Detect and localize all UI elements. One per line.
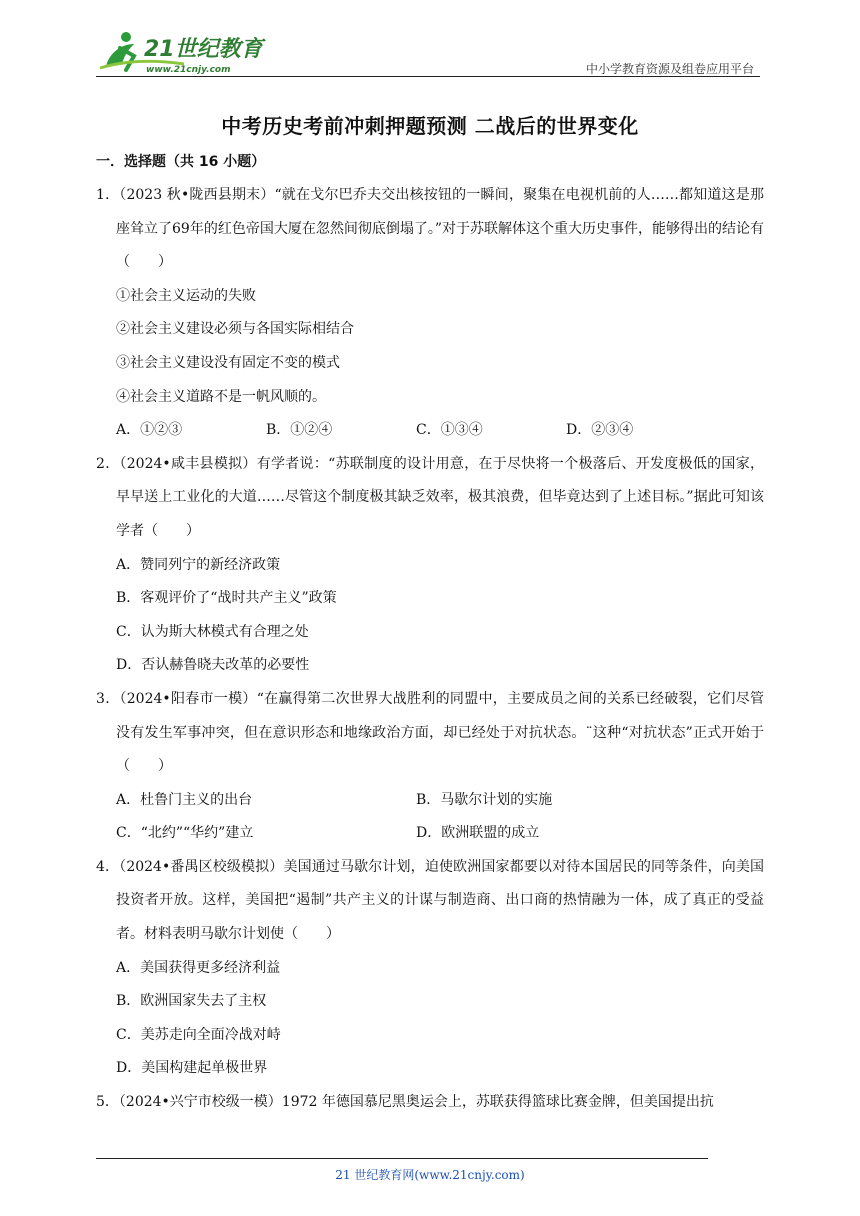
header-rule [96, 76, 760, 77]
option-c[interactable]: C．美苏走向全面冷战对峙 [116, 1026, 281, 1043]
option-d[interactable]: D．欧洲联盟的成立 [416, 825, 540, 842]
question-1 [96, 179, 764, 448]
21cnjy-logo-icon [96, 30, 266, 76]
question-5 [96, 1086, 764, 1120]
option-c[interactable]: C．认为斯大林模式有合理之处 [116, 623, 309, 640]
option-row [96, 817, 764, 851]
page-header [96, 30, 760, 78]
option-b[interactable]: B．马歇尔计划的实施 [416, 791, 553, 808]
option-b[interactable]: B．欧洲国家失去了主权 [116, 993, 267, 1010]
question-stem: 3．（2024•阳春市一模）“在赢得第二次世界大战胜利的同盟中，主要成员之间的关系已经破裂，它们尽管没有发生军事冲突，但在意识形态和地缘政治方面，却已经处于对抗状态。¨这种“对抗状态”正式开始于（ ） [96, 690, 764, 775]
question-4 [96, 851, 764, 1086]
section-heading: 一．选择题（共 16 小题） [96, 154, 266, 170]
option-d[interactable]: D．美国构建起单极世界 [116, 1060, 268, 1077]
option-a[interactable]: A．①②③ [116, 422, 183, 439]
option-a[interactable]: A．美国获得更多经济利益 [116, 959, 281, 976]
option-b[interactable]: B．客观评价了“战时共产主义”政策 [116, 590, 337, 607]
option-c[interactable]: C．①③④ [416, 422, 483, 439]
statement-item: ①社会主义运动的失败 [116, 287, 256, 304]
question-stem: 4．（2024•番禺区校级模拟）美国通过马歇尔计划，迫使欧洲国家都要以对待本国居民的同等条件，向美国投资者开放。这样，美国把“遏制”共产主义的计谋与制造商、出口商的热情融为一体，成了真正的受益者。材料表明马歇尔计划使（ ） [96, 858, 764, 943]
option-d[interactable]: D．否认赫鲁晓夫改革的必要性 [116, 657, 310, 674]
option-d[interactable]: D．②③④ [566, 422, 634, 439]
option-a[interactable]: A．杜鲁门主义的出台 [116, 791, 253, 808]
option-b[interactable]: B．①②④ [266, 422, 333, 439]
question-stem: 5．（2024•兴宁市校级一模）1972 年德国慕尼黑奥运会上，苏联获得篮球比赛金牌，但美国提出抗 [96, 1094, 714, 1111]
page-title: 中考历史考前冲刺押题预测 二战后的世界变化 [221, 114, 639, 138]
question-list [96, 179, 764, 1120]
option-row [96, 414, 764, 448]
statement-item: ②社会主义建设必须与各国实际相结合 [116, 321, 354, 338]
question-2 [96, 448, 764, 683]
question-stem: 2．（2024•咸丰县模拟）有学者说：“苏联制度的设计用意，在于尽快将一个极落后、开发度极低的国家，早早送上工业化的大道……尽管这个制度极其缺乏效率，极其浪费，但毕竟达到了上述目标。”据此可知该学者（ ） [96, 455, 764, 539]
svg-text:21世纪教育: 21世纪教育 [144, 37, 263, 62]
svg-text:www.21cnjy.com: www.21cnjy.com [146, 65, 231, 75]
option-row [96, 784, 764, 818]
question-3 [96, 683, 764, 851]
footer-link[interactable]: 21 世纪教育网(www.21cnjy.com) [335, 1168, 525, 1182]
question-stem: 1．（2023 秋•陇西县期末）“就在戈尔巴乔夫交出核按钮的一瞬间，聚集在电视机前的人……都知道这是那座耸立了69年的红色帝国大厦在忽然间彻底倒塌了。”对于苏联解体这个重大历史事件，能够得出的结论有（ ） [96, 187, 764, 271]
option-c[interactable]: C．“北约”“华约”建立 [116, 825, 254, 842]
platform-name: 中小学教育资源及组卷应用平台 [585, 62, 754, 76]
option-a[interactable]: A．赞同列宁的新经济政策 [116, 556, 281, 573]
statement-item: ③社会主义建设没有固定不变的模式 [116, 354, 340, 371]
statement-item: ④社会主义道路不是一帆风顺的。 [116, 388, 326, 405]
footer-rule [96, 1158, 708, 1159]
